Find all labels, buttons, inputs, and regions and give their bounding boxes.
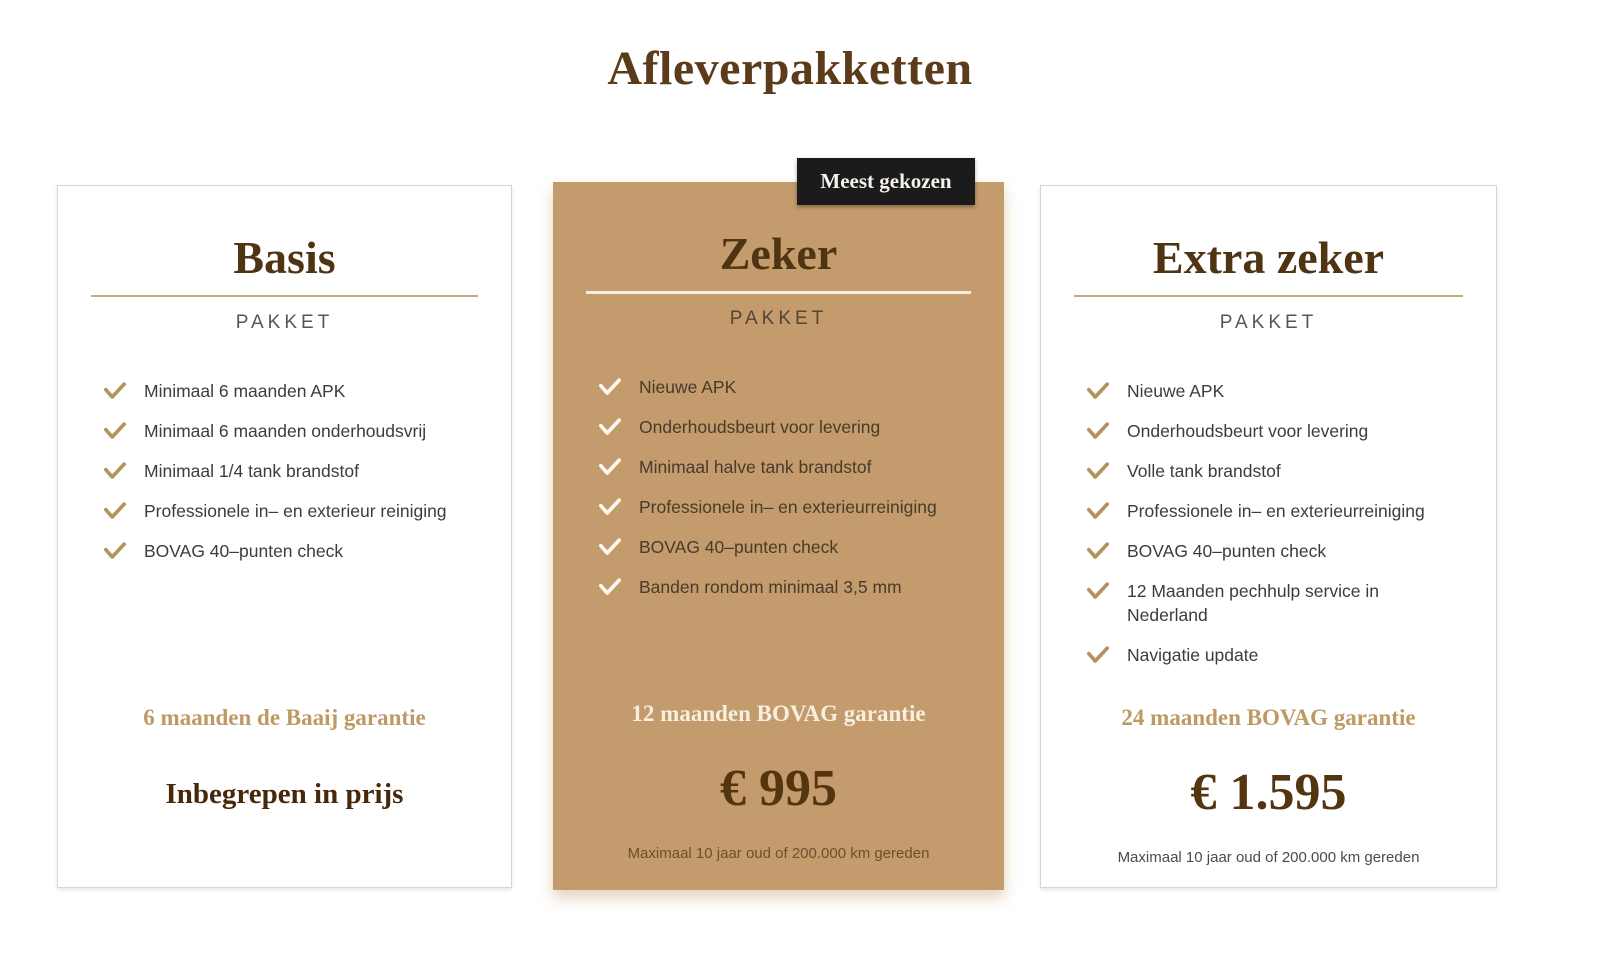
feature-item (599, 455, 978, 479)
check-icon (1087, 382, 1109, 401)
feature-text: Minimaal 6 maanden onderhoudsvrij (144, 421, 427, 441)
check-icon (1087, 646, 1109, 665)
card-subtitle: PAKKET (1219, 312, 1318, 333)
feature-item (1087, 379, 1470, 403)
check-icon (104, 382, 126, 401)
check-icon (1087, 542, 1109, 561)
divider (1074, 295, 1463, 297)
feature-text: BOVAG 40–punten check (639, 537, 839, 557)
check-icon (104, 502, 126, 521)
check-icon (599, 498, 621, 517)
card-title: Zeker (719, 228, 838, 279)
feature-item (1087, 499, 1470, 523)
feature-item (599, 415, 978, 439)
check-icon (599, 418, 621, 437)
pricing-card-zeker[interactable] (553, 169, 1004, 890)
check-icon (104, 542, 126, 561)
feature-item (1087, 459, 1470, 483)
feature-text: Professionele in– en exterieurreiniging (639, 497, 937, 517)
check-icon (1087, 582, 1109, 601)
feature-text: Onderhoudsbeurt voor levering (1127, 421, 1369, 441)
price-text: € 995 (720, 760, 837, 817)
guarantee-text: 12 maanden BOVAG garantie (631, 701, 926, 726)
feature-item (104, 459, 485, 483)
check-icon (1087, 462, 1109, 481)
check-icon (599, 378, 621, 397)
feature-text: Banden rondom minimaal 3,5 mm (639, 577, 902, 597)
feature-item (104, 539, 485, 563)
feature-list (599, 375, 978, 615)
feature-text: Professionele in– en exterieurreiniging (1127, 501, 1425, 521)
feature-item (1087, 579, 1470, 627)
divider (586, 291, 971, 294)
note-text: Maximaal 10 jaar oud of 200.000 km gereden (627, 845, 930, 862)
feature-text: Nieuwe APK (1127, 381, 1225, 401)
check-icon (104, 462, 126, 481)
feature-text: Volle tank brandstof (1127, 461, 1281, 481)
most-chosen-badge: Meest gekozen (797, 158, 975, 205)
check-icon (599, 578, 621, 597)
price-text: € 1.595 (1190, 764, 1347, 821)
card-title: Basis (233, 232, 336, 283)
feature-item (599, 375, 978, 399)
feature-text: Minimaal 1/4 tank brandstof (144, 461, 359, 481)
feature-text: 12 Maanden pechhulp service in Nederland (1127, 581, 1379, 625)
feature-item (599, 495, 978, 519)
feature-item (599, 535, 978, 559)
feature-text: BOVAG 40–punten check (1127, 541, 1327, 561)
feature-item (1087, 643, 1470, 667)
feature-item (1087, 419, 1470, 443)
note-text: Maximaal 10 jaar oud of 200.000 km gereden (1117, 849, 1420, 866)
feature-text: Navigatie update (1127, 645, 1259, 665)
check-icon (599, 538, 621, 557)
feature-list (104, 379, 485, 579)
guarantee-text: 6 maanden de Baaij garantie (143, 705, 426, 730)
check-icon (104, 422, 126, 441)
check-icon (1087, 422, 1109, 441)
feature-text: Professionele in– en exterieur reiniging (144, 501, 447, 521)
divider (91, 295, 478, 297)
feature-text: Onderhoudsbeurt voor levering (639, 417, 881, 437)
check-icon (599, 458, 621, 477)
pricing-card-basis[interactable] (57, 185, 512, 888)
card-subtitle: PAKKET (729, 308, 828, 329)
feature-list (1087, 379, 1470, 683)
check-icon (1087, 502, 1109, 521)
price-text: Inbegrepen in prijs (165, 778, 404, 810)
feature-text: Minimaal halve tank brandstof (639, 457, 872, 477)
page-title: Afleverpakketten (607, 42, 973, 95)
feature-text: Nieuwe APK (639, 377, 737, 397)
feature-item (104, 499, 485, 523)
feature-item (104, 379, 485, 403)
feature-item (599, 575, 978, 599)
guarantee-text: 24 maanden BOVAG garantie (1121, 705, 1416, 730)
card-title: Extra zeker (1152, 232, 1385, 283)
card-subtitle: PAKKET (235, 312, 334, 333)
feature-text: BOVAG 40–punten check (144, 541, 344, 561)
feature-text: Minimaal 6 maanden APK (144, 381, 346, 401)
feature-item (1087, 539, 1470, 563)
feature-item (104, 419, 485, 443)
pricing-card-extra-zeker[interactable] (1040, 185, 1497, 888)
